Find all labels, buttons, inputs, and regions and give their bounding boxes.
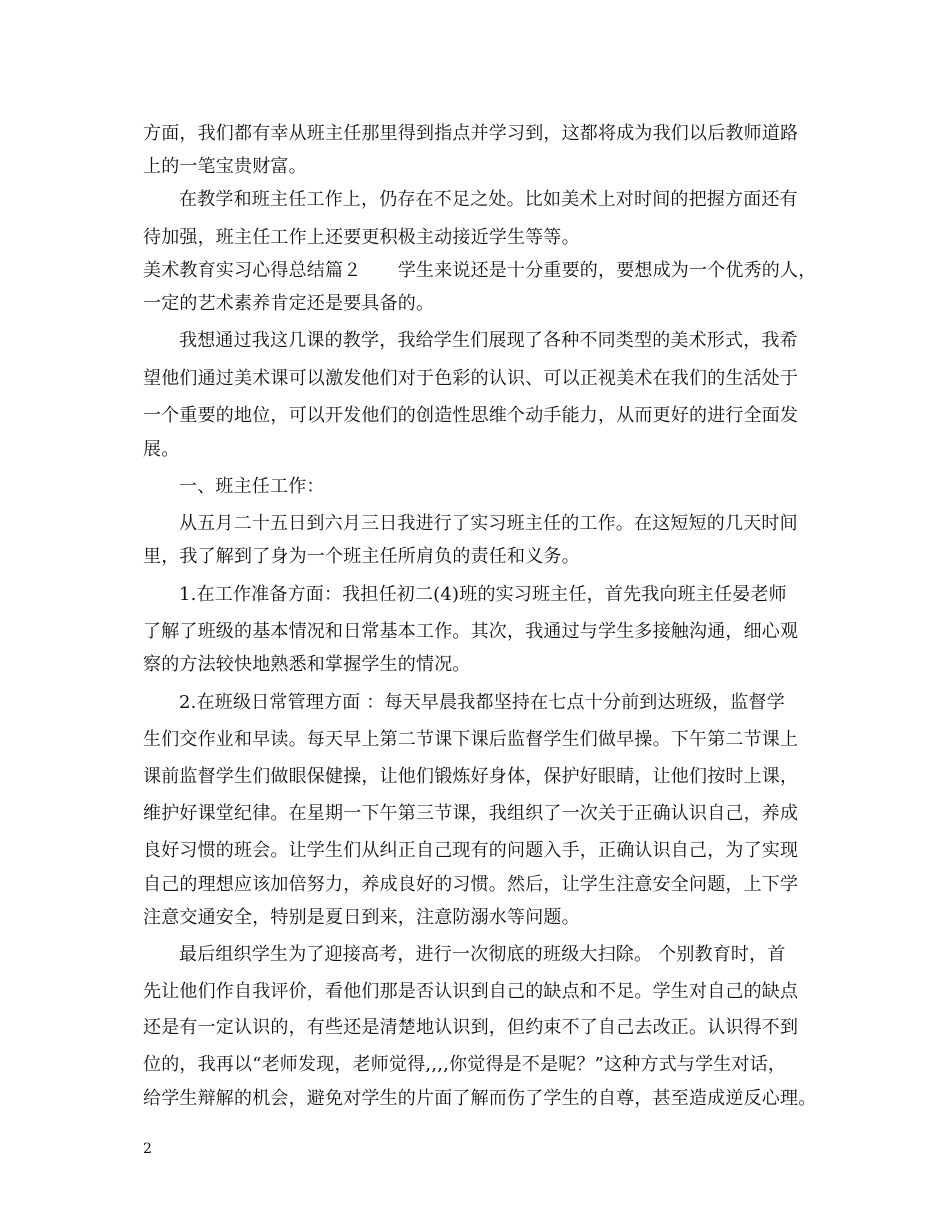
text-line-12: 从五月二十五日到六月三日我进行了实习班主任的工作。在这短短的几天时间: [179, 513, 798, 534]
text-line-26: 还是有一定认识的，有些还是清楚地认识到，但约束不了自己去改正。认识得不到: [143, 1017, 799, 1038]
section-heading-class-teacher-work: 一、班主任工作：: [179, 476, 325, 497]
text-line-24: 最后组织学生为了迎接高考，进行一次彻底的班级大扫除。 个别教育时，首: [179, 944, 786, 965]
page-number: 2: [143, 1141, 152, 1157]
text-line-13: 里，我了解到了身为一个班主任所肩负的责任和义务。: [143, 546, 580, 567]
text-line-14: 1.在工作准备方面：我担任初二(4)班的实习班主任，首先我向班主任晏老师: [179, 584, 787, 605]
text-line-25: 先让他们作自我评价，看他们那是否认识到自己的缺点和不足。学生对自己的缺点: [143, 981, 799, 1002]
text-line-15: 了解了班级的基本情况和日常基本工作。其次，我通过与学生多接触沟通，细心观: [143, 621, 799, 642]
text-line-6: 一定的艺术素养肯定还是要具备的。: [143, 293, 435, 314]
text-line-19: 课前监督学生们做眼保健操，让他们锻炼好身体，保护好眼睛，让他们按时上课，: [143, 766, 799, 787]
text-line-1: 方面，我们都有幸从班主任那里得到指点并学习到，这都将成为我们以后教师道路: [143, 123, 799, 144]
text-line-21: 良好习惯的班会。让学生们从纠正自己现有的问题入手，正确认识自己，为了实现: [143, 840, 799, 861]
text-line-20: 维护好课堂纪律。在星期一下午第三节课，我组织了一次关于正确认识自己，养成: [143, 803, 799, 824]
text-line-17: 2.在班级日常管理方面 ：每天早晨我都坚持在七点十分前到达班级，监督学: [179, 692, 785, 713]
text-line-7: 我想通过我这几课的教学，我给学生们展现了各种不同类型的美术形式，我希: [179, 330, 798, 351]
section-title-line: 美术教育实习心得总结篇２ 学生来说还是十分重要的，要想成为一个优秀的人，: [143, 260, 817, 281]
text-line-8: 望他们通过美术课可以激发他们对于色彩的认识、可以正视美术在我们的生活处于: [143, 368, 799, 389]
text-line-22: 自己的理想应该加倍努力，养成良好的习惯。然后，让学生注意安全问题，上下学: [143, 874, 799, 895]
text-line-27: 位的，我再以“老师发现，老师觉得,,,,你觉得是不是呢？”这种方式与学生对话，: [143, 1054, 787, 1075]
text-line-10: 展。: [143, 439, 180, 460]
text-line-23: 注意交通安全，特别是夏日到来，注意防溺水等问题。: [143, 907, 580, 928]
text-line-16: 察的方法较快地熟悉和掌握学生的情况。: [143, 654, 471, 675]
text-line-2: 上的一笔宝贵财富。: [143, 156, 307, 177]
text-line-4: 待加强，班主任工作上还要更积极主动接近学生等等。: [143, 227, 580, 248]
text-line-18: 生们交作业和早读。每天早上第二节课下课后监督学生们做早操。下午第二节课上: [143, 729, 799, 750]
text-line-28: 给学生辩解的机会，避免对学生的片面了解而伤了学生的自尊，甚至造成逆反心理。: [143, 1088, 817, 1109]
text-line-9: 一个重要的地位，可以开发他们的创造性思维个动手能力，从而更好的进行全面发: [143, 405, 799, 426]
text-line-3: 在教学和班主任工作上，仍存在不足之处。比如美术上对时间的把握方面还有: [179, 189, 798, 210]
